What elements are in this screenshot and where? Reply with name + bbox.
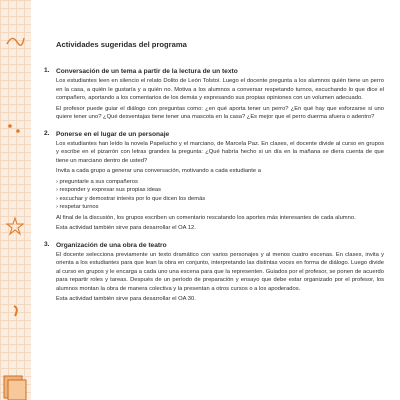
activity-section	[44, 241, 384, 304]
section-paragraph: El profesor puede guiar el diálogo con preguntas como: ¿en qué aporta tener un perro? ¿En qué hay que esforzarse si uno quiere tener uno? ¿Qué desventajas tiene tener una mascota en la casa? ¿Es mejor que el perro duerma afuera o adentro?	[56, 105, 384, 120]
section-paragraph: Al final de la discusión, los grupos escriben un comentario rescatando los aportes más interesantes de cada alumno.	[56, 214, 356, 221]
section-number: 1.	[44, 67, 50, 74]
section-number: 3.	[44, 240, 50, 248]
list-item: › respetar turnos	[56, 203, 384, 212]
book-corner-icon	[0, 370, 31, 400]
section-paragraph: Los estudiantes leen en silencio el relato Dolito de León Tolstoi. Luego el docente pregunta a los alumnos quién tiene un perro en la casa, a quién le gustaría y a quién no. Motiva a los alumnos a conversar respetando turnos, escuchando lo que dice el compañero, aportando a los comentarios de los demás y expresando sus propias opiniones con un volumen adecuado.	[56, 78, 384, 101]
section-title: Ponerse en el lugar de un personaje	[56, 130, 170, 138]
scribble-doodle-icon	[4, 30, 26, 52]
activity-section	[44, 67, 384, 122]
section-paragraph: El docente selecciona previamente un texto dramático con varios personajes y al menos cuatro escenas. En clases, invita y orienta a los estudiantes para que lean la obra en conjunto, interpretando las distintas voces en forma de diálogo. Luego divide al curso en grupos y le encarga a cada uno una escena para que la representen. Guiados por el profesor, se ponen de acuerdo para repartir roles y tareas. Después de un período de preparación y ensayo que debe estar organizado por el profesor, los alumnos montan la obra de manera colectiva y la presentan a otros cursos o a los apoderados.	[56, 251, 384, 292]
list-item: › escuchar y demostrar interés por lo que dicen los demás	[56, 195, 384, 204]
comma-doodle-icon	[4, 300, 26, 322]
page-title: Actividades sugeridas del programa	[56, 40, 187, 49]
list-item: › responder y expresar sus propias ideas	[56, 186, 384, 195]
section-paragraph: Los estudiantes han leído la novela Papelucho y el marciano, de Marcela Paz. En clases, el docente divide al curso en grupos y escribe en el pizarrón con letras grandes la pregunta: ¿Qué habría hecho si un día en la mañana se diera cuenta de que tiene un marciano dentro de usted?	[56, 140, 384, 164]
section-paragraph: Esta actividad también sirve para desarrollar el OA 12.	[56, 225, 196, 231]
activity-section	[44, 130, 384, 233]
list-item: › preguntarle a sus compañeros	[56, 178, 384, 187]
dots-doodle-icon	[4, 118, 26, 140]
document-page	[44, 40, 384, 312]
bullet-list	[56, 178, 384, 212]
section-paragraph: Invita a cada grupo a generar una conversación, motivando a cada estudiante a	[56, 168, 261, 174]
margin-grid-strip	[0, 0, 31, 400]
section-paragraph: Esta actividad también sirve para desarrollar el OA 30.	[56, 296, 196, 302]
section-title: Organización de una obra de teatro	[56, 241, 167, 249]
section-title: Conversación de un tema a partir de la lectura de un texto	[56, 68, 238, 75]
section-number: 2.	[44, 129, 50, 137]
star-doodle-icon	[4, 215, 26, 237]
